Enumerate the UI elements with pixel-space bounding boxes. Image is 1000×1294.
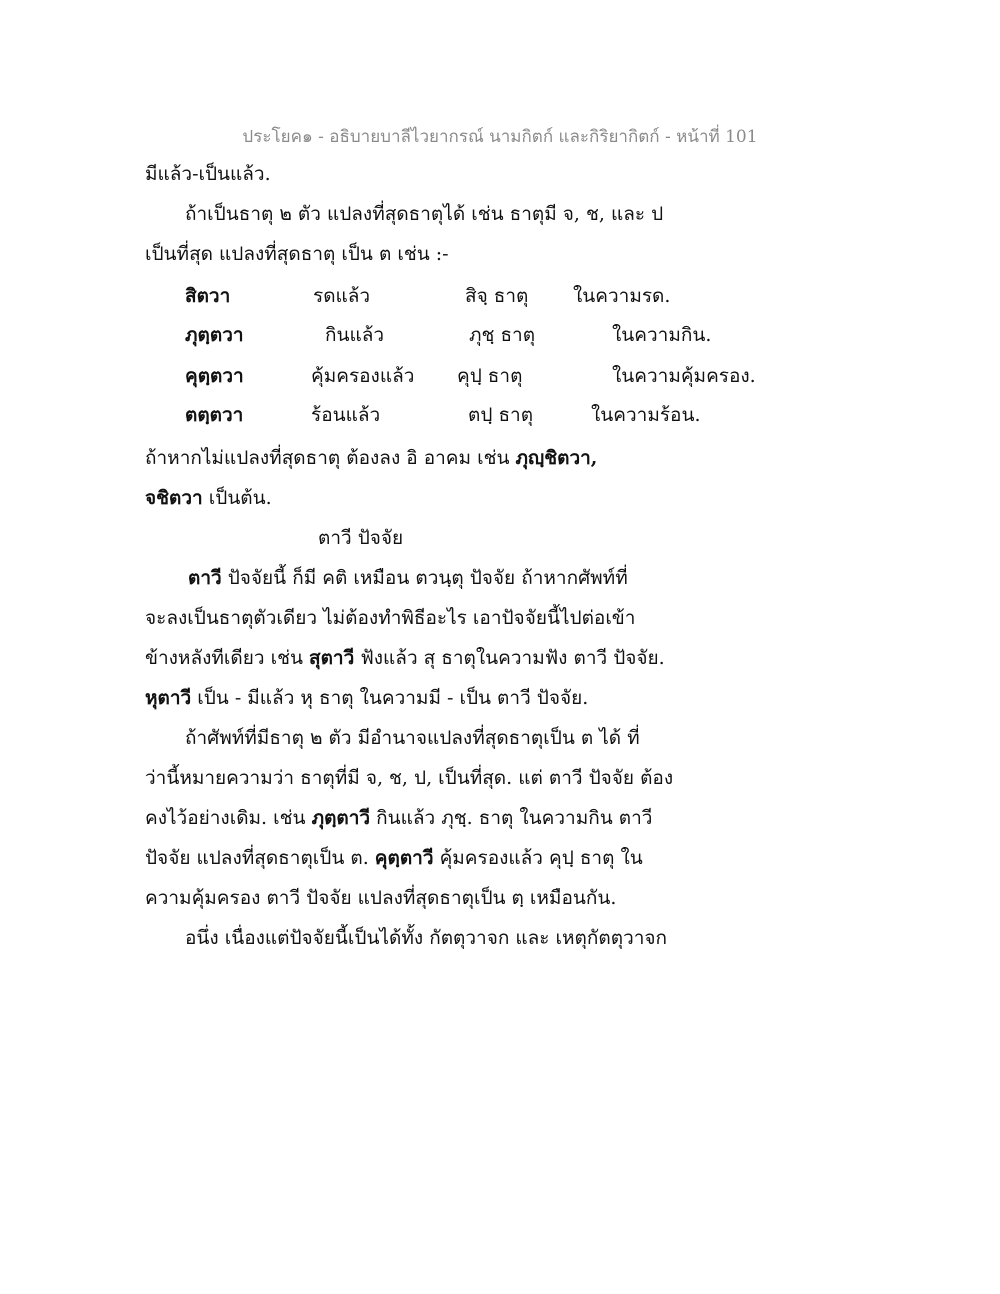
example-sense: ในความร้อน.	[591, 404, 701, 426]
paragraph-line: ถ้าเป็นธาตุ ๒ ตัว แปลงที่สุดธาตุได้ เช่น ธาตุมี จ, ช, และ ป	[185, 203, 664, 225]
bold-term: ตาวี	[188, 567, 222, 589]
text-run: ปัจจัย แปลงที่สุดธาตุเป็น ต.	[145, 847, 375, 869]
paragraph-line	[145, 845, 643, 871]
paragraph-line	[145, 685, 588, 711]
example-word: คุตฺตวา	[185, 365, 244, 387]
paragraph-line	[188, 565, 628, 591]
text-run: ข้างหลังทีเดียว เช่น	[145, 647, 309, 669]
paragraph-line	[145, 645, 665, 671]
bold-term: คุตฺตาวี	[374, 847, 434, 869]
page-header: ประโยค๑ - อธิบายบาลีไวยากรณ์ นามกิตก์ และกิริยากิตก์ - หน้าที่ 101	[242, 127, 758, 147]
bold-term: จชิตวา	[145, 487, 203, 509]
example-root: คุปฺ ธาตุ	[457, 365, 523, 387]
example-sense: ในความกิน.	[612, 324, 712, 346]
bold-term: หุตาวี	[145, 687, 192, 709]
text-run: เป็น - มีแล้ว หุ ธาตุ ในความมี - เป็น ตาวี ปัจจัย.	[191, 687, 589, 709]
bold-term: ภุญฺชิตวา,	[515, 447, 598, 469]
example-root: ภุชฺ ธาตุ	[469, 324, 536, 346]
text-run: กินแล้ว ภุชฺ. ธาตุ ในความกิน ตาวี	[370, 807, 653, 829]
paragraph-line: มีแล้ว-เป็นแล้ว.	[145, 163, 271, 185]
text-run: ฟังแล้ว สุ ธาตุในความฟัง ตาวี ปัจจัย.	[354, 647, 665, 669]
example-word: สิตวา	[185, 285, 231, 307]
bold-term: ภุตฺตาวี	[311, 807, 371, 829]
example-meaning: คุ้มครองแล้ว	[311, 365, 415, 387]
text-run: คงไว้อย่างเดิม. เช่น	[145, 807, 312, 829]
paragraph-line	[145, 805, 652, 831]
paragraph-line: ความคุ้มครอง ตาวี ปัจจัย แปลงที่สุดธาตุเป็น ตฺ เหมือนกัน.	[145, 887, 617, 909]
text-run: คุ้มครองแล้ว คุปฺ ธาตุ ใน	[433, 847, 643, 869]
paragraph-line: เป็นที่สุด แปลงที่สุดธาตุ เป็น ต เช่น :-	[145, 243, 449, 265]
paragraph-line: ว่านี้หมายความว่า ธาตุที่มี จ, ช, ป, เป็นที่สุด. แต่ ตาวี ปัจจัย ต้อง	[145, 767, 674, 789]
paragraph-line: ถ้าศัพท์ที่มีธาตุ ๒ ตัว มีอำนาจแปลงที่สุดธาตุเป็น ต ได้ ที่	[185, 727, 640, 749]
paragraph-line	[145, 485, 272, 511]
example-meaning: กินแล้ว	[325, 324, 385, 346]
example-root: สิจฺ ธาตุ	[465, 285, 529, 307]
example-word: ภุตฺตวา	[185, 324, 244, 346]
paragraph-line: อนึ่ง เนื่องแต่ปัจจัยนี้เป็นได้ทั้ง กัตตุวาจก และ เหตุกัตตุวาจก	[185, 927, 668, 949]
paragraph-line	[145, 445, 597, 471]
section-title: ตาวี ปัจจัย	[318, 527, 404, 549]
example-word: ตตฺตวา	[185, 404, 244, 426]
example-meaning: รดแล้ว	[313, 285, 371, 307]
example-sense: ในความคุ้มครอง.	[612, 365, 756, 387]
text-run: เป็นต้น.	[202, 487, 272, 509]
example-root: ตปฺ ธาตุ	[468, 404, 534, 426]
example-sense: ในความรด.	[573, 285, 671, 307]
text-run: ถ้าหากไม่แปลงที่สุดธาตุ ต้องลง อิ อาคม เช่น	[145, 447, 516, 469]
example-meaning: ร้อนแล้ว	[311, 404, 381, 426]
text-run: ปัจจัยนี้ ก็มี คติ เหมือน ตวนฺตุ ปัจจัย ถ้าหากศัพท์ที่	[221, 567, 628, 589]
bold-term: สุตาวี	[309, 647, 355, 669]
paragraph-line: จะลงเป็นธาตุตัวเดียว ไม่ต้องทำพิธีอะไร เอาปัจจัยนี้ไปต่อเข้า	[145, 607, 636, 629]
